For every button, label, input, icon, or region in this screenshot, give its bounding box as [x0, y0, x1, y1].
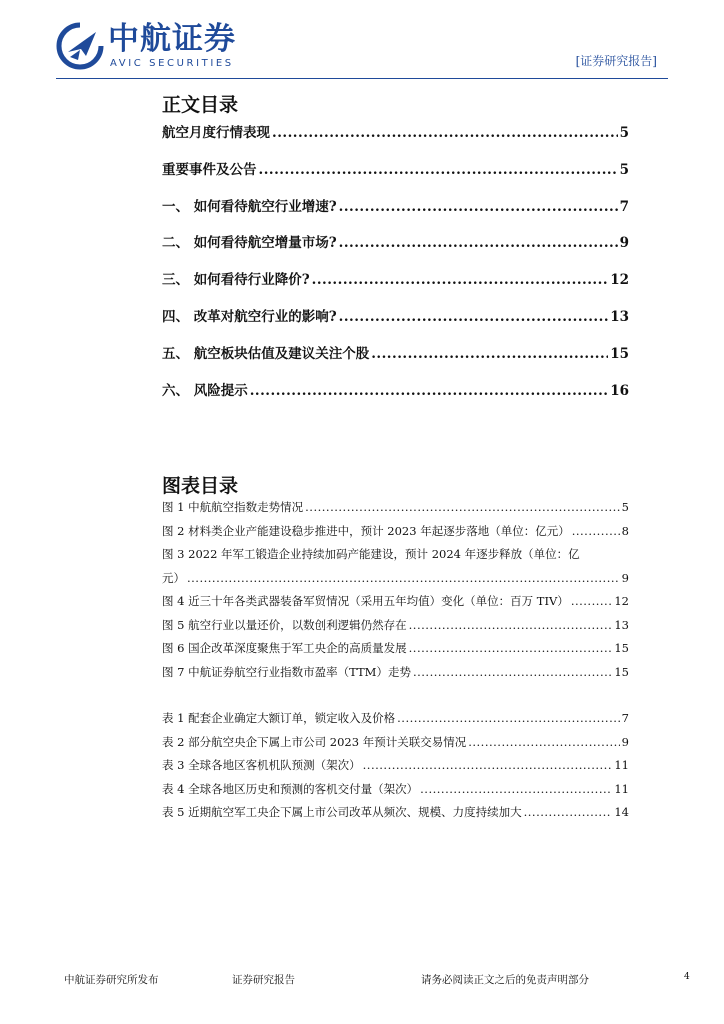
toc-entry-label: 航空月度行情表现: [162, 125, 270, 141]
dot-leader: [339, 309, 609, 325]
figure-entry-page: 15: [614, 664, 629, 679]
toc-entry-label: 一、 如何看待航空行业增速?: [162, 198, 337, 215]
figure-entry-page: 12: [614, 594, 629, 608]
dot-leader: [409, 618, 613, 632]
table-entry[interactable]: [162, 781, 629, 805]
figure-entry-page: 9: [621, 570, 629, 585]
page-number: 4: [684, 972, 690, 982]
dot-leader: [187, 571, 620, 585]
toc-entry-label: 重要事件及公告: [162, 161, 257, 178]
table-entry-label: 表 3 全球各地区客机机队预测（架次）: [162, 758, 361, 772]
figure-entry[interactable]: [162, 640, 629, 664]
dot-leader: [524, 805, 613, 819]
figure-entry[interactable]: [162, 617, 629, 641]
brand-name-cn: 中航证券: [108, 21, 236, 57]
table-entry-page: 9: [621, 734, 629, 749]
figure-entry-label: 图 4 近三十年各类武器装备军贸情况（采用五年均值）变化（单位：百万 TIV）: [162, 594, 569, 608]
toc-entry[interactable]: [162, 268, 629, 305]
figure-entry-label: 图 5 航空行业以量还价，以数创利逻辑仍然存在: [162, 617, 407, 632]
toc-entry-label: 三、 如何看待行业降价?: [162, 272, 310, 289]
main-toc-list: [162, 121, 629, 415]
brand-name-en: AVIC SECURITIES: [110, 58, 234, 69]
toc-entry[interactable]: [162, 121, 629, 158]
table-entry-page: 7: [621, 711, 629, 725]
dot-leader: [272, 125, 618, 141]
figure-entry-label: 图 6 国企改革深度聚焦于军工央企的高质量发展: [162, 641, 407, 655]
dot-leader: [397, 711, 620, 725]
footer-report-type: 证券研究报告: [232, 974, 295, 986]
dot-leader: [371, 346, 608, 362]
toc-entry-label: 五、 航空板块估值及建议关注个股: [162, 345, 370, 362]
figure-entry-page: 15: [614, 641, 629, 655]
dot-leader: [571, 594, 613, 608]
dot-leader: [250, 383, 609, 399]
dot-leader: [468, 735, 619, 749]
page-header: [0, 0, 724, 82]
footer-disclaimer: 请务必阅读正文之后的免责声明部分: [421, 974, 589, 986]
figure-entry[interactable]: [162, 499, 629, 523]
toc-entry[interactable]: [162, 158, 629, 195]
dot-leader: [339, 235, 618, 251]
toc-entry-page: 13: [610, 308, 629, 325]
table-entry-label: 表 2 部分航空央企下属上市公司 2023 年预计关联交易情况: [162, 734, 467, 749]
header-divider: [56, 78, 668, 79]
toc-entry-page: 5: [619, 161, 629, 178]
table-entry-label: 表 4 全球各地区历史和预测的客机交付量（架次）: [162, 781, 419, 796]
main-toc-title: 正文目录: [162, 94, 239, 116]
figure-entry[interactable]: [162, 593, 629, 617]
dot-leader: [363, 758, 613, 772]
figure-entry-page: 5: [621, 500, 629, 514]
toc-entry-page: 9: [619, 235, 629, 252]
table-entry-label: 表 1 配套企业确定大额订单，锁定收入及价格: [162, 711, 396, 725]
dot-leader: [420, 782, 612, 796]
dot-leader: [572, 524, 620, 538]
avic-logo-icon: [56, 22, 104, 70]
figure-entry-page: 8: [621, 523, 629, 538]
toc-entry[interactable]: [162, 195, 629, 232]
toc-entry-page: 15: [610, 345, 629, 362]
table-entry-page: 14: [614, 805, 629, 819]
figure-entry-label-line1[interactable]: 图 3 2022 年军工锻造企业持续加码产能建设，预计 2024 年逐步释放（单位：亿: [162, 547, 580, 561]
toc-entry-page: 7: [619, 198, 629, 215]
dot-leader: [413, 665, 612, 679]
figure-entry[interactable]: [162, 523, 629, 547]
dot-leader: [305, 500, 620, 514]
table-list: [162, 710, 629, 828]
toc-entry-page: 16: [610, 382, 629, 399]
figure-entry-label: 图 2 材料类企业产能建设稳步推进中，预计 2023 年起逐步落地（单位：亿元）: [162, 523, 570, 538]
toc-entry-label: 四、 改革对航空行业的影响?: [162, 308, 337, 325]
figure-entry-label: 图 1 中航航空指数走势情况: [162, 500, 304, 514]
figure-entry-label: 图 7 中航证券航空行业指数市盈率（TTM）走势: [162, 664, 411, 679]
table-entry-page: 11: [614, 781, 629, 796]
dot-leader: [339, 199, 618, 215]
dot-leader: [312, 272, 609, 288]
dot-leader: [409, 641, 613, 655]
toc-entry-label: 六、 风险提示: [162, 382, 248, 399]
figure-toc-title: 图表目录: [162, 475, 239, 497]
page-footer: [0, 972, 724, 996]
figure-entry[interactable]: [162, 664, 629, 688]
toc-entry[interactable]: [162, 342, 629, 379]
table-entry[interactable]: [162, 804, 629, 828]
toc-entry[interactable]: [162, 379, 629, 416]
figure-entry[interactable]: [162, 570, 629, 594]
toc-entry-page: 12: [610, 272, 629, 289]
table-entry-page: 11: [614, 758, 629, 772]
table-entry-label: 表 5 近期航空军工央企下属上市公司改革从频次、规模、力度持续加大: [162, 805, 522, 819]
dot-leader: [259, 162, 618, 178]
table-entry[interactable]: [162, 734, 629, 758]
figure-entry-label-line2: 元）: [162, 570, 185, 585]
toc-entry[interactable]: [162, 305, 629, 342]
report-type-tag: [证券研究报告]: [575, 54, 657, 68]
toc-entry-label: 二、 如何看待航空增量市场?: [162, 235, 337, 252]
figure-entry-page: 13: [614, 617, 629, 632]
footer-publisher: 中航证券研究所发布: [64, 974, 159, 986]
table-entry[interactable]: [162, 757, 629, 781]
figure-list: [162, 499, 629, 687]
toc-entry[interactable]: [162, 231, 629, 268]
table-entry[interactable]: [162, 710, 629, 734]
toc-entry-page: 5: [619, 125, 629, 141]
